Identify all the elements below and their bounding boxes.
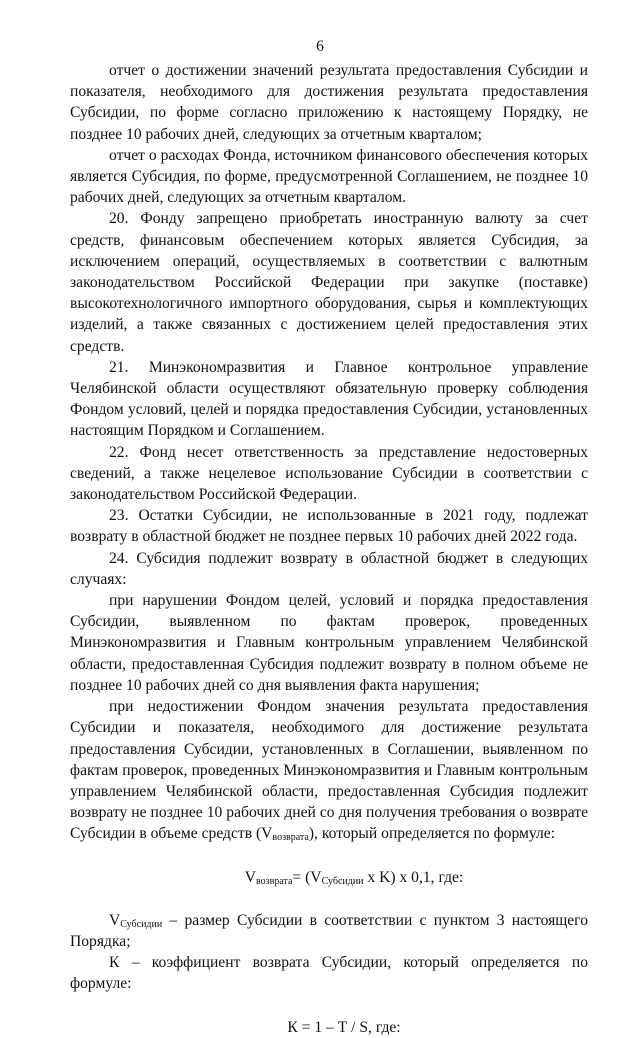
paragraph: отчет о достижении значений результата предоставления Субсидии и показателя, необходимого для достижения результата предоставления Субсидии, по форме согласно приложению к настоящему Порядку, не позднее 10 рабочих дней, следующих за отчетным кварталом; xyxy=(70,62,588,143)
formula-part: x K) x 0,1, где: xyxy=(363,868,464,886)
formula-return-volume xyxy=(70,867,588,888)
definition-v-subsidy xyxy=(70,910,588,952)
paragraph-tail: ), который определяется по формуле: xyxy=(308,825,556,843)
document-body xyxy=(70,60,588,1038)
page-number: 6 xyxy=(316,38,324,55)
paragraph: 24. Субсидия подлежит возврату в областной бюджет в следующих случаях: xyxy=(70,549,588,588)
paragraph: 20. Фонду запрещено приобретать иностранную валюту за счет средств, финансовым обеспечением которых является Субсидия, за исключением операций, осуществляемых в соответствии с валютным законодательством Российской Федерации при закупке (поставке) высокотехнологичного импортного оборудования, сырья и комплектующих изделий, а также связанных с достижением целей предоставления этих средств. xyxy=(70,210,588,355)
subscript: возврата xyxy=(255,875,293,887)
paragraph: 21. Минэкономразвития и Главное контрольное управление Челябинской области осуществляют обязательную проверку соблюдения Фондом условий, целей и порядка предоставления Субсидии, установленных настоящим Порядком и Соглашением. xyxy=(70,358,588,440)
formula-k: К = 1 – Т / S, где: xyxy=(287,1018,401,1036)
subscript: Субсидии xyxy=(120,918,163,930)
formula-symbol: V xyxy=(244,868,256,886)
paragraph: отчет о расходах Фонда, источником финансового обеспечения которых является Субсидия, по форме, предусмотренной Соглашением, не позднее 10 рабочих дней, следующих за отчетным кварталом. xyxy=(70,146,588,207)
paragraph-return-volume xyxy=(70,696,588,844)
paragraph-text: при недостижении Фондом значения результата предоставления Субсидии и показателя, необходимого для достижение результата предоставления Субсидии, установленных в Соглашении, выявленном по фактам проверок, проведенных Минэкономразвития и Главным контрольным управлением Челябинской области, предоставленная Субсидия подлежит возврату не позднее 10 рабочих дней со дня получения требования о возврате Субсидии в объеме средств (V xyxy=(70,698,588,843)
paragraph: 22. Фонд несет ответственность за представление недостоверных сведений, а также нецелевое использование Субсидии в соответствии с законодательством Российской Федерации. xyxy=(70,443,588,504)
subscript: Субсидии xyxy=(321,875,364,887)
paragraph: при нарушении Фондом целей, условий и порядка предоставления Субсидии, выявленном по фактам проверок, проведенных Минэкономразвития и Главным контрольным управлением Челябинской области, предоставленная Субсидия подлежит возврату в полном объеме не позднее 10 рабочих дней со дня выявления факта нарушения; xyxy=(70,592,588,694)
definition-k: К – коэффициент возврата Субсидии, который определяется по формуле: xyxy=(70,954,588,993)
subscript: возврата xyxy=(272,832,309,844)
formula-symbol: V xyxy=(109,911,121,929)
definition-text: – размер Субсидии в соответствии с пунктом 3 настоящего Порядка; xyxy=(70,911,588,950)
paragraph: 23. Остатки Субсидии, не использованные в 2021 году, подлежат возврату в областной бюджет не позднее первых 10 рабочих дней 2022 года. xyxy=(70,507,588,546)
formula-part: = (V xyxy=(292,868,322,886)
